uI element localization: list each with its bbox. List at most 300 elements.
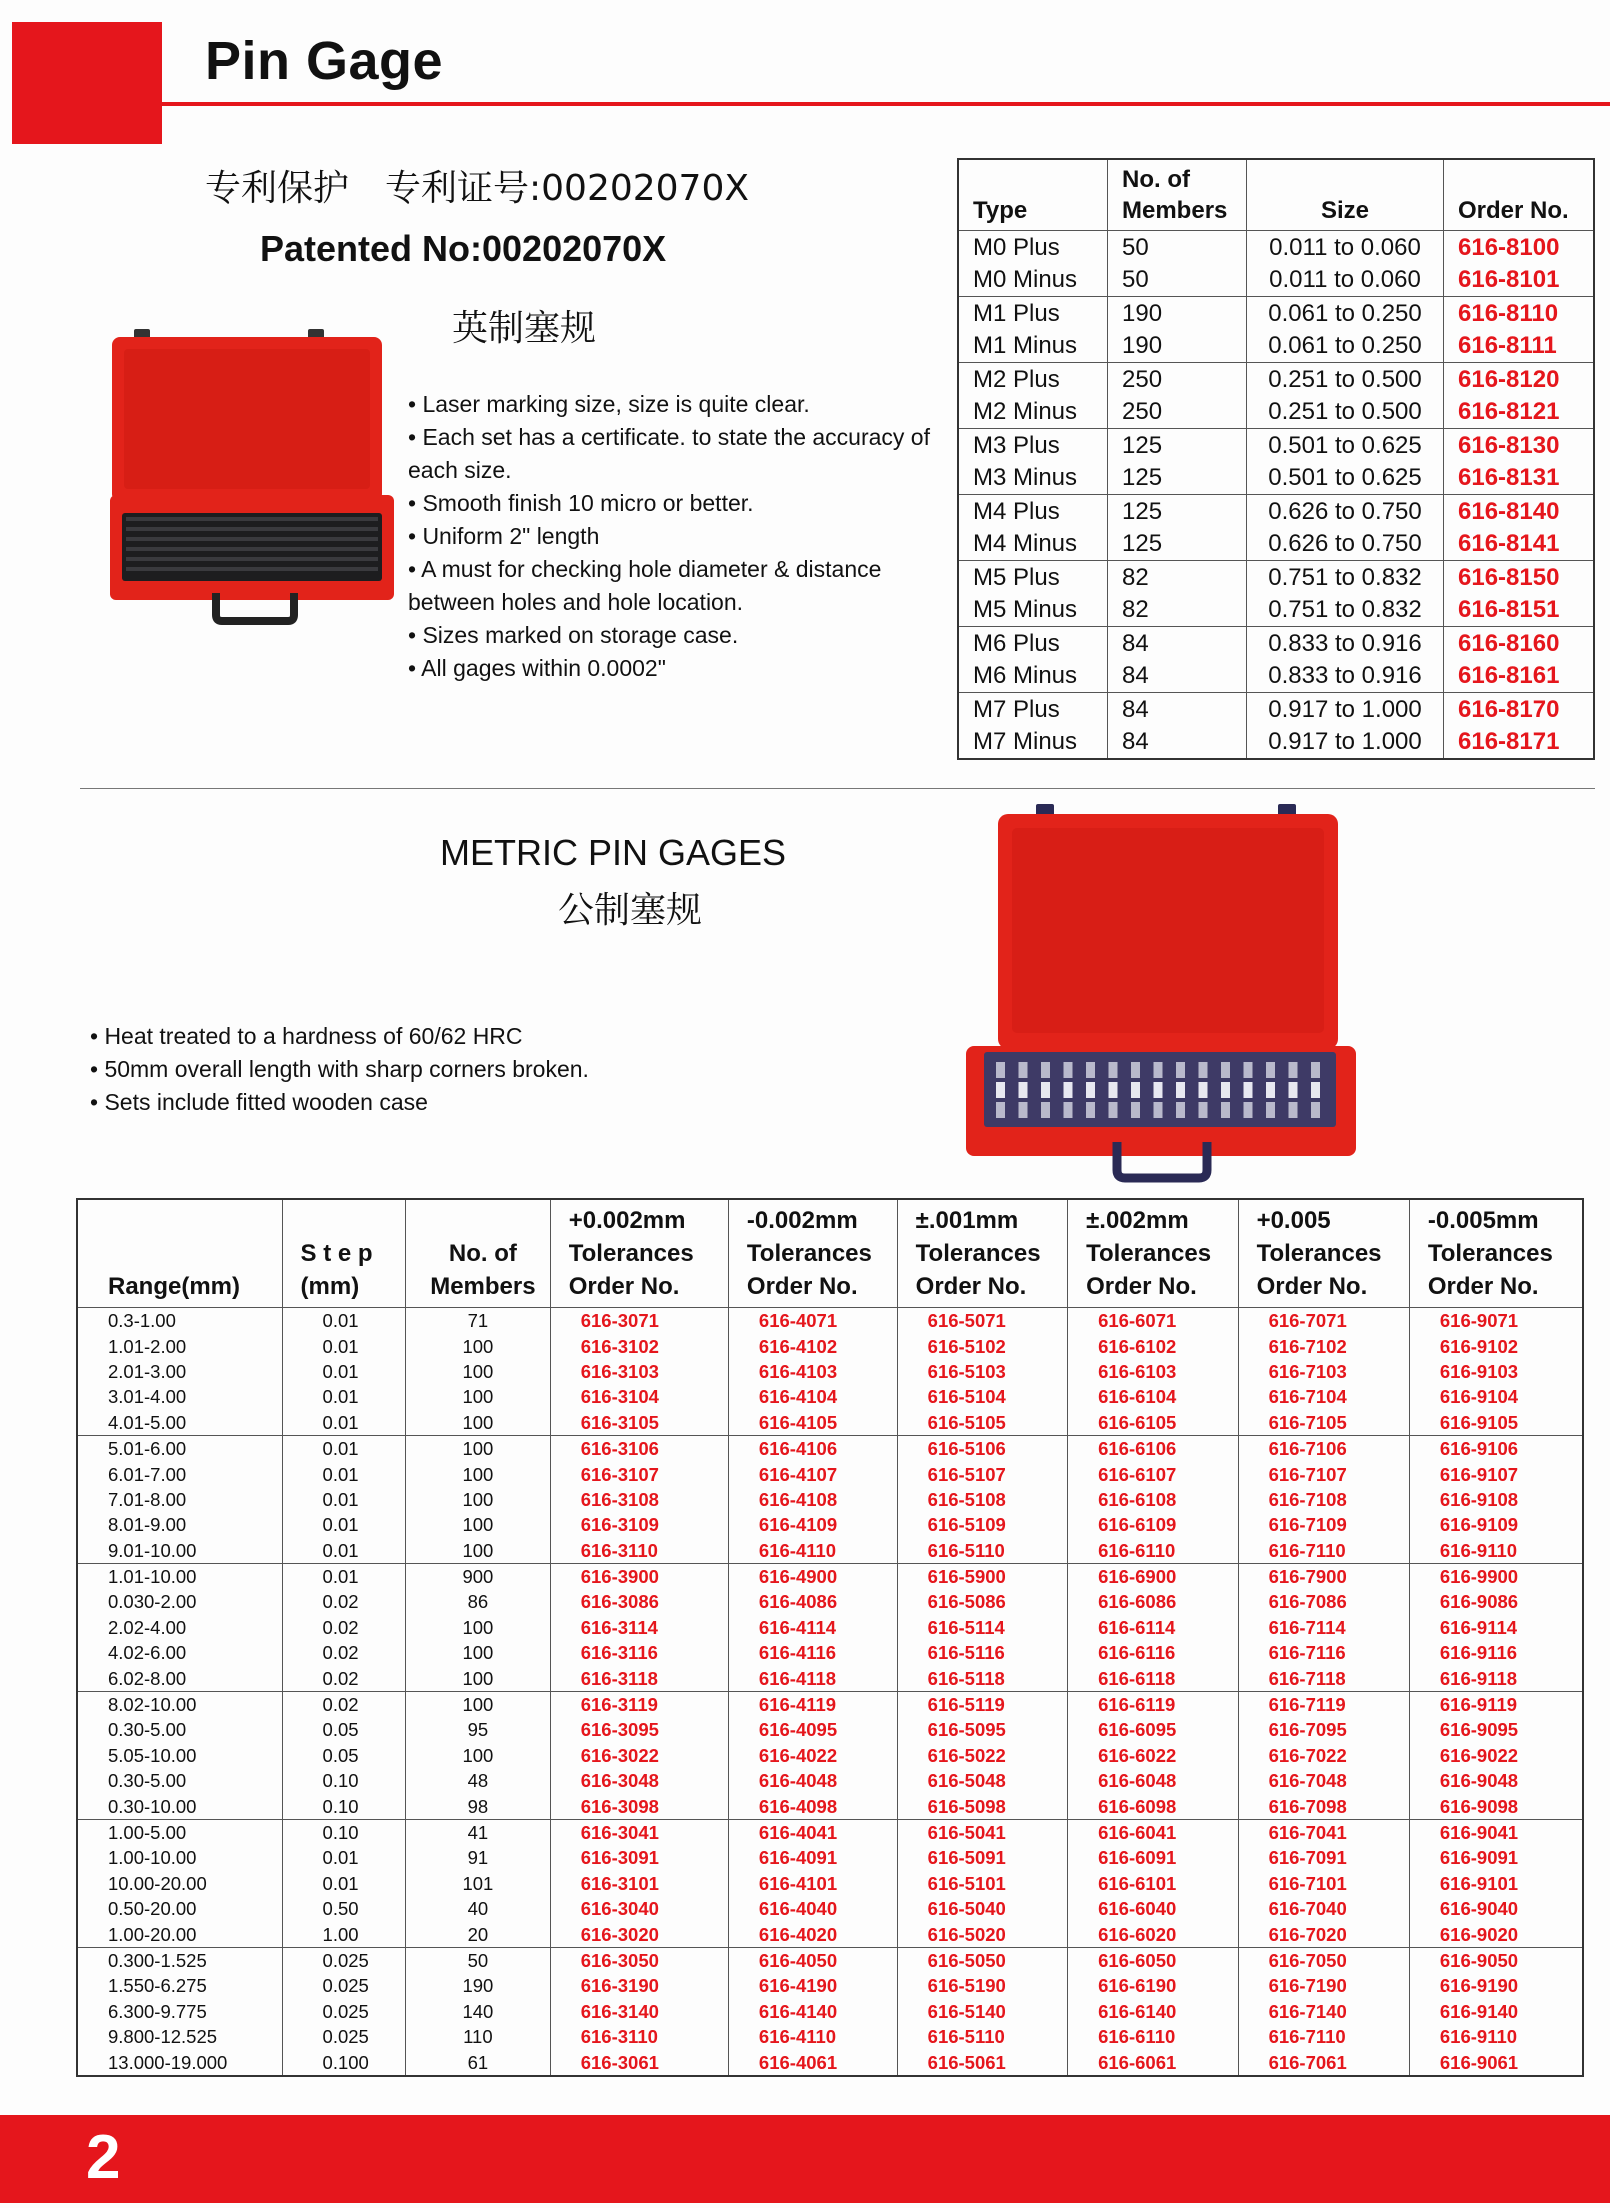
header-line: Tolerances: [568, 1240, 694, 1267]
members-cell: 95: [406, 1717, 551, 1742]
order-minus-0002-cell: 616-4106: [728, 1435, 897, 1461]
order-pm-002-cell: 616-6095: [1068, 1717, 1238, 1742]
step-cell: 0.50: [282, 1896, 406, 1921]
pin: [996, 1062, 1005, 1078]
metric-table-row: [77, 2024, 1583, 2049]
order-minus-0005-cell: 616-9108: [1409, 1487, 1583, 1512]
range-cell: 2.01-3.00: [108, 1360, 187, 1382]
order-plus-0002-cell: 616-3102: [550, 1333, 728, 1358]
metric-col-header: [1409, 1199, 1583, 1308]
order-minus-0002-cell: 616-4071: [728, 1308, 897, 1334]
metric-col-header: [550, 1199, 728, 1308]
range-cell: 6.01-7.00: [108, 1463, 187, 1485]
order-plus-0005-cell: 616-7109: [1238, 1512, 1409, 1537]
order-minus-0002-cell: 616-4086: [728, 1589, 897, 1614]
order-plus-0002-cell: 616-3106: [550, 1435, 728, 1461]
order-plus-0005-cell: 616-7110: [1238, 2024, 1409, 2049]
imperial-pin-gage-table: [957, 158, 1595, 760]
metric-table-row: [77, 1691, 1583, 1717]
col-members-header: No. of Members: [1108, 159, 1247, 231]
order-minus-0002-cell: 616-4140: [728, 1999, 897, 2024]
order-minus-0002-cell: 616-4050: [728, 1947, 897, 1973]
imperial-table-row: [958, 528, 1594, 561]
members-cell: 50: [1108, 264, 1247, 297]
type-cell: M0 Plus: [973, 233, 1060, 261]
size-cell: 0.751 to 0.832: [1247, 594, 1444, 627]
pin: [1199, 1062, 1208, 1078]
header-line: ±.002mm: [1086, 1207, 1189, 1234]
order-plus-0005-cell: 616-7119: [1238, 1691, 1409, 1717]
pin: [1266, 1062, 1275, 1078]
metric-table-row: [77, 1793, 1583, 1819]
step-cell: 0.01: [282, 1384, 406, 1409]
imperial-table-row: [958, 297, 1594, 330]
order-pm-002-cell: 616-6105: [1068, 1410, 1238, 1436]
order-pm-001-cell: 616-5061: [897, 2049, 1067, 2075]
order-plus-0002-cell: 616-3101: [550, 1871, 728, 1896]
members-cell: 125: [1108, 495, 1247, 528]
step-cell: 0.01: [282, 1461, 406, 1486]
order-minus-0002-cell: 616-4104: [728, 1384, 897, 1409]
order-pm-001-cell: 616-5102: [897, 1333, 1067, 1358]
members-cell: 86: [406, 1589, 551, 1614]
page-number: 2: [86, 2123, 121, 2192]
range-cell: 8.01-9.00: [108, 1514, 187, 1536]
metric-table-row: [77, 1410, 1583, 1436]
metric-table-row: [77, 1999, 1583, 2024]
step-cell: 0.02: [282, 1665, 406, 1691]
members-cell: 100: [406, 1333, 551, 1358]
header-line: -0.005mm: [1427, 1207, 1539, 1234]
pin: [1041, 1082, 1050, 1098]
metric-table-row: [77, 1947, 1583, 1973]
range-cell: 6.300-9.775: [108, 2000, 207, 2022]
order-plus-0005-cell: 616-7103: [1238, 1359, 1409, 1384]
members-cell: 100: [406, 1435, 551, 1461]
metric-table-row: [77, 1487, 1583, 1512]
order-number-cell: 616-8150: [1444, 561, 1595, 594]
header-line: Order No.: [1086, 1273, 1197, 1300]
metric-table-row: [77, 1589, 1583, 1614]
order-plus-0002-cell: 616-3107: [550, 1461, 728, 1486]
imperial-table-row: [958, 330, 1594, 363]
metric-feature: • 50mm overall length with sharp corners broken.: [90, 1056, 589, 1082]
members-cell: 140: [406, 1999, 551, 2024]
range-cell: 8.02-10.00: [108, 1694, 197, 1716]
metric-table-header: [77, 1199, 1583, 1308]
order-plus-0005-cell: 616-7022: [1238, 1743, 1409, 1768]
step-cell: 0.10: [282, 1768, 406, 1793]
order-minus-0002-cell: 616-4022: [728, 1743, 897, 1768]
order-minus-0002-cell: 616-4110: [728, 1538, 897, 1564]
order-pm-002-cell: 616-6140: [1068, 1999, 1238, 2024]
header-line: Tolerances: [746, 1240, 872, 1267]
order-pm-001-cell: 616-5110: [897, 1538, 1067, 1564]
range-cell: 9.01-10.00: [108, 1539, 197, 1561]
members-cell: 900: [406, 1563, 551, 1589]
range-cell: 7.01-8.00: [108, 1488, 187, 1510]
order-plus-0002-cell: 616-3098: [550, 1793, 728, 1819]
type-cell: M7 Plus: [973, 695, 1060, 723]
header-line: Members: [430, 1273, 536, 1300]
metric-title-cn: 公制塞规: [558, 890, 703, 931]
members-cell: 40: [406, 1896, 551, 1921]
order-minus-0002-cell: 616-4900: [728, 1563, 897, 1589]
order-minus-0005-cell: 616-9106: [1409, 1435, 1583, 1461]
pin: [1064, 1102, 1073, 1118]
col-type-header: Type: [973, 197, 1028, 224]
step-cell: 0.01: [282, 1359, 406, 1384]
order-plus-0002-cell: 616-3095: [550, 1717, 728, 1742]
imperial-table-row: [958, 627, 1594, 660]
order-pm-001-cell: 616-5900: [897, 1563, 1067, 1589]
members-cell: 84: [1108, 693, 1247, 726]
order-minus-0005-cell: 616-9071: [1409, 1308, 1583, 1334]
order-pm-002-cell: 616-6102: [1068, 1333, 1238, 1358]
members-cell: 100: [406, 1665, 551, 1691]
order-number-cell: 616-8160: [1444, 627, 1595, 660]
size-cell: 0.833 to 0.916: [1247, 660, 1444, 693]
imperial-table-row: [958, 594, 1594, 627]
members-cell: 100: [406, 1615, 551, 1640]
order-plus-0005-cell: 616-7098: [1238, 1793, 1409, 1819]
type-cell: M1 Minus: [973, 332, 1078, 360]
step-cell: 0.02: [282, 1640, 406, 1665]
order-plus-0005-cell: 616-7105: [1238, 1410, 1409, 1436]
range-cell: 13.000-19.000: [108, 2051, 228, 2073]
size-cell: 0.626 to 0.750: [1247, 495, 1444, 528]
order-pm-002-cell: 616-6020: [1068, 1921, 1238, 1947]
imperial-feature: • Each set has a certificate. to state the accuracy of each size.: [408, 424, 930, 483]
order-minus-0005-cell: 616-9105: [1409, 1410, 1583, 1436]
order-pm-002-cell: 616-6116: [1068, 1640, 1238, 1665]
size-cell: 0.626 to 0.750: [1247, 528, 1444, 561]
size-cell: 0.501 to 0.625: [1247, 429, 1444, 462]
step-cell: 0.10: [282, 1793, 406, 1819]
step-cell: 0.025: [282, 1973, 406, 1998]
members-cell: 100: [406, 1691, 551, 1717]
order-plus-0005-cell: 616-7102: [1238, 1333, 1409, 1358]
pin: [1154, 1102, 1163, 1118]
members-cell: 100: [406, 1410, 551, 1436]
step-cell: 0.01: [282, 1333, 406, 1358]
order-number-cell: 616-8131: [1444, 462, 1595, 495]
order-number-cell: 616-8111: [1444, 330, 1595, 363]
order-plus-0002-cell: 616-3109: [550, 1512, 728, 1537]
pin: [1289, 1082, 1298, 1098]
order-minus-0005-cell: 616-9040: [1409, 1896, 1583, 1921]
order-pm-002-cell: 616-6118: [1068, 1665, 1238, 1691]
pin: [1311, 1062, 1320, 1078]
order-pm-002-cell: 616-6098: [1068, 1793, 1238, 1819]
order-minus-0002-cell: 616-4102: [728, 1333, 897, 1358]
members-cell: 84: [1108, 660, 1247, 693]
range-cell: 1.01-2.00: [108, 1335, 187, 1357]
order-plus-0002-cell: 616-3108: [550, 1487, 728, 1512]
pin: [1154, 1062, 1163, 1078]
order-plus-0005-cell: 616-7101: [1238, 1871, 1409, 1896]
pin: [1311, 1082, 1320, 1098]
size-cell: 0.251 to 0.500: [1247, 363, 1444, 396]
order-minus-0005-cell: 616-9041: [1409, 1819, 1583, 1845]
pin: [1176, 1082, 1185, 1098]
range-cell: 9.800-12.525: [108, 2026, 218, 2048]
imperial-name-cn: 英制塞规: [452, 308, 597, 349]
range-cell: 0.30-10.00: [108, 1795, 197, 1817]
order-plus-0002-cell: 616-3118: [550, 1665, 728, 1691]
step-cell: 0.05: [282, 1743, 406, 1768]
order-pm-002-cell: 616-6048: [1068, 1768, 1238, 1793]
members-cell: 100: [406, 1359, 551, 1384]
pin: [1221, 1102, 1230, 1118]
pin: [1289, 1102, 1298, 1118]
metric-col-header: [406, 1199, 551, 1308]
order-pm-002-cell: 616-6050: [1068, 1947, 1238, 1973]
metric-table-row: [77, 1845, 1583, 1870]
order-pm-001-cell: 616-5108: [897, 1487, 1067, 1512]
order-number-cell: 616-8100: [1444, 231, 1595, 264]
metric-table-row: [77, 1359, 1583, 1384]
order-plus-0005-cell: 616-7140: [1238, 1999, 1409, 2024]
step-cell: 0.01: [282, 1845, 406, 1870]
pin: [1221, 1062, 1230, 1078]
order-plus-0002-cell: 616-3020: [550, 1921, 728, 1947]
members-cell: 190: [406, 1973, 551, 1998]
order-number-cell: 616-8161: [1444, 660, 1595, 693]
order-minus-0005-cell: 616-9118: [1409, 1665, 1583, 1691]
imperial-table-row: [958, 231, 1594, 264]
members-cell: 125: [1108, 528, 1247, 561]
order-minus-0002-cell: 616-4190: [728, 1973, 897, 1998]
order-plus-0005-cell: 616-7104: [1238, 1384, 1409, 1409]
order-plus-0002-cell: 616-3140: [550, 1999, 728, 2024]
order-minus-0005-cell: 616-9103: [1409, 1359, 1583, 1384]
members-cell: 100: [406, 1640, 551, 1665]
metric-title: METRIC PIN GAGES: [440, 832, 787, 873]
pin-rows: [996, 1062, 1320, 1118]
order-minus-0002-cell: 616-4114: [728, 1615, 897, 1640]
members-cell: 190: [1108, 297, 1247, 330]
metric-feature-list: [90, 1020, 589, 1119]
size-cell: 0.917 to 1.000: [1247, 693, 1444, 726]
imperial-table-row: [958, 396, 1594, 429]
range-cell: 1.00-20.00: [108, 1923, 197, 1945]
order-pm-001-cell: 616-5116: [897, 1640, 1067, 1665]
order-pm-002-cell: 616-6022: [1068, 1743, 1238, 1768]
imperial-feature: • Smooth finish 10 micro or better.: [408, 490, 754, 516]
order-minus-0005-cell: 616-9109: [1409, 1512, 1583, 1537]
order-minus-0005-cell: 616-9140: [1409, 1999, 1583, 2024]
order-pm-001-cell: 616-5110: [897, 2024, 1067, 2049]
order-pm-002-cell: 616-6108: [1068, 1487, 1238, 1512]
order-plus-0005-cell: 616-7116: [1238, 1640, 1409, 1665]
order-number-cell: 616-8140: [1444, 495, 1595, 528]
order-number-cell: 616-8130: [1444, 429, 1595, 462]
order-minus-0002-cell: 616-4041: [728, 1819, 897, 1845]
metric-table-row: [77, 1435, 1583, 1461]
order-pm-001-cell: 616-5106: [897, 1435, 1067, 1461]
order-number-cell: 616-8171: [1444, 726, 1595, 760]
title-underline: [162, 102, 1610, 106]
order-minus-0005-cell: 616-9020: [1409, 1921, 1583, 1947]
members-cell: 100: [406, 1461, 551, 1486]
members-cell: 100: [406, 1512, 551, 1537]
members-cell: 125: [1108, 429, 1247, 462]
type-cell: M6 Minus: [973, 662, 1078, 690]
order-number-cell: 616-8151: [1444, 594, 1595, 627]
pin: [1154, 1082, 1163, 1098]
order-plus-0005-cell: 616-7086: [1238, 1589, 1409, 1614]
order-pm-002-cell: 616-6109: [1068, 1512, 1238, 1537]
order-pm-001-cell: 616-5104: [897, 1384, 1067, 1409]
metric-table-row: [77, 1308, 1583, 1334]
order-minus-0005-cell: 616-9048: [1409, 1768, 1583, 1793]
order-pm-001-cell: 616-5071: [897, 1308, 1067, 1334]
order-minus-0005-cell: 616-9022: [1409, 1743, 1583, 1768]
imperial-table-row: [958, 462, 1594, 495]
order-plus-0005-cell: 616-7106: [1238, 1435, 1409, 1461]
range-cell: 0.300-1.525: [108, 1949, 207, 1971]
imperial-table-row: [958, 561, 1594, 594]
pin: [1244, 1062, 1253, 1078]
order-plus-0002-cell: 616-3050: [550, 1947, 728, 1973]
range-cell: 1.00-10.00: [108, 1847, 197, 1869]
members-cell: 125: [1108, 462, 1247, 495]
metric-table-row: [77, 1563, 1583, 1589]
pin: [1019, 1102, 1028, 1118]
order-pm-002-cell: 616-6119: [1068, 1691, 1238, 1717]
header-line: Order No.: [1256, 1273, 1368, 1300]
order-pm-002-cell: 616-6041: [1068, 1819, 1238, 1845]
range-cell: 5.05-10.00: [108, 1744, 197, 1766]
order-minus-0005-cell: 616-9061: [1409, 2049, 1583, 2075]
metric-table-row: [77, 1717, 1583, 1742]
order-plus-0002-cell: 616-3071: [550, 1308, 728, 1334]
pin: [1019, 1082, 1028, 1098]
imperial-feature: • Uniform 2" length: [408, 523, 600, 549]
size-cell: 0.011 to 0.060: [1247, 231, 1444, 264]
type-cell: M4 Plus: [973, 497, 1060, 525]
pin: [1064, 1062, 1073, 1078]
order-plus-0002-cell: 616-3114: [550, 1615, 728, 1640]
pin: [1131, 1082, 1140, 1098]
header-line: ±.001mm: [915, 1207, 1019, 1234]
type-cell: M1 Plus: [973, 299, 1060, 327]
order-number-cell: 616-8101: [1444, 264, 1595, 297]
header-line: Order No.: [568, 1273, 680, 1300]
members-cell: 82: [1108, 561, 1247, 594]
patent-en: Patented No:00202070X: [260, 228, 667, 269]
members-cell: 100: [406, 1384, 551, 1409]
header-line: Order No.: [1427, 1273, 1539, 1300]
order-pm-001-cell: 616-5105: [897, 1410, 1067, 1436]
order-plus-0002-cell: 616-3103: [550, 1359, 728, 1384]
header-red-block: [12, 22, 162, 144]
order-minus-0002-cell: 616-4020: [728, 1921, 897, 1947]
order-plus-0002-cell: 616-3061: [550, 2049, 728, 2075]
order-pm-001-cell: 616-5101: [897, 1871, 1067, 1896]
step-cell: 0.01: [282, 1410, 406, 1436]
range-cell: 1.550-6.275: [108, 1975, 207, 1997]
order-minus-0002-cell: 616-4098: [728, 1793, 897, 1819]
metric-table-row: [77, 1768, 1583, 1793]
col-size-header: Size: [1247, 159, 1444, 231]
range-cell: 3.01-4.00: [108, 1386, 187, 1408]
metric-table-row: [77, 1538, 1583, 1564]
members-cell: 50: [406, 1947, 551, 1973]
order-plus-0005-cell: 616-7041: [1238, 1819, 1409, 1845]
metric-table-row: [77, 1333, 1583, 1358]
order-pm-001-cell: 616-5041: [897, 1819, 1067, 1845]
order-minus-0005-cell: 616-9110: [1409, 1538, 1583, 1564]
pin: [1109, 1082, 1118, 1098]
order-plus-0005-cell: 616-7048: [1238, 1768, 1409, 1793]
imperial-table-header: [958, 159, 1594, 231]
pin: [1086, 1102, 1095, 1118]
members-cell: 20: [406, 1921, 551, 1947]
order-pm-001-cell: 616-5095: [897, 1717, 1067, 1742]
order-pm-002-cell: 616-6101: [1068, 1871, 1238, 1896]
pin: [996, 1102, 1005, 1118]
order-pm-002-cell: 616-6086: [1068, 1589, 1238, 1614]
members-cell: 48: [406, 1768, 551, 1793]
metric-col-header: [728, 1199, 897, 1308]
order-plus-0002-cell: 616-3119: [550, 1691, 728, 1717]
order-pm-002-cell: 616-6061: [1068, 2049, 1238, 2075]
imperial-feature: • Laser marking size, size is quite clear.: [408, 391, 810, 417]
metric-table-row: [77, 1743, 1583, 1768]
pin: [1041, 1062, 1050, 1078]
header-line: -0.002mm: [746, 1207, 858, 1234]
range-cell: 6.02-8.00: [108, 1667, 187, 1689]
size-cell: 0.751 to 0.832: [1247, 561, 1444, 594]
order-plus-0005-cell: 616-7118: [1238, 1665, 1409, 1691]
members-cell: 98: [406, 1793, 551, 1819]
step-cell: 0.02: [282, 1691, 406, 1717]
order-pm-002-cell: 616-6103: [1068, 1359, 1238, 1384]
order-pm-002-cell: 616-6040: [1068, 1896, 1238, 1921]
imperial-table-row: [958, 660, 1594, 693]
order-plus-0005-cell: 616-7108: [1238, 1487, 1409, 1512]
page-title: Pin Gage: [205, 31, 444, 91]
size-cell: 0.917 to 1.000: [1247, 726, 1444, 760]
header-line: (mm): [300, 1273, 360, 1300]
range-cell: 1.01-10.00: [108, 1566, 197, 1588]
order-pm-001-cell: 616-5107: [897, 1461, 1067, 1486]
order-plus-0005-cell: 616-7061: [1238, 2049, 1409, 2075]
step-cell: 0.01: [282, 1563, 406, 1589]
order-minus-0002-cell: 616-4107: [728, 1461, 897, 1486]
order-minus-0002-cell: 616-4105: [728, 1410, 897, 1436]
order-pm-002-cell: 616-6107: [1068, 1461, 1238, 1486]
order-pm-001-cell: 616-5040: [897, 1896, 1067, 1921]
order-number-cell: 616-8120: [1444, 363, 1595, 396]
order-plus-0005-cell: 616-7091: [1238, 1845, 1409, 1870]
pin: [1311, 1102, 1320, 1118]
metric-table-row: [77, 1819, 1583, 1845]
order-plus-0005-cell: 616-7071: [1238, 1308, 1409, 1334]
pin: [1109, 1102, 1118, 1118]
metric-table-row: [77, 1973, 1583, 1998]
order-minus-0005-cell: 616-9114: [1409, 1615, 1583, 1640]
step-cell: 0.01: [282, 1435, 406, 1461]
order-pm-001-cell: 616-5048: [897, 1768, 1067, 1793]
order-minus-0002-cell: 616-4095: [728, 1717, 897, 1742]
members-cell: 61: [406, 2049, 551, 2075]
metric-table-row: [77, 1921, 1583, 1947]
range-cell: 4.02-6.00: [108, 1642, 187, 1664]
order-minus-0005-cell: 616-9900: [1409, 1563, 1583, 1589]
